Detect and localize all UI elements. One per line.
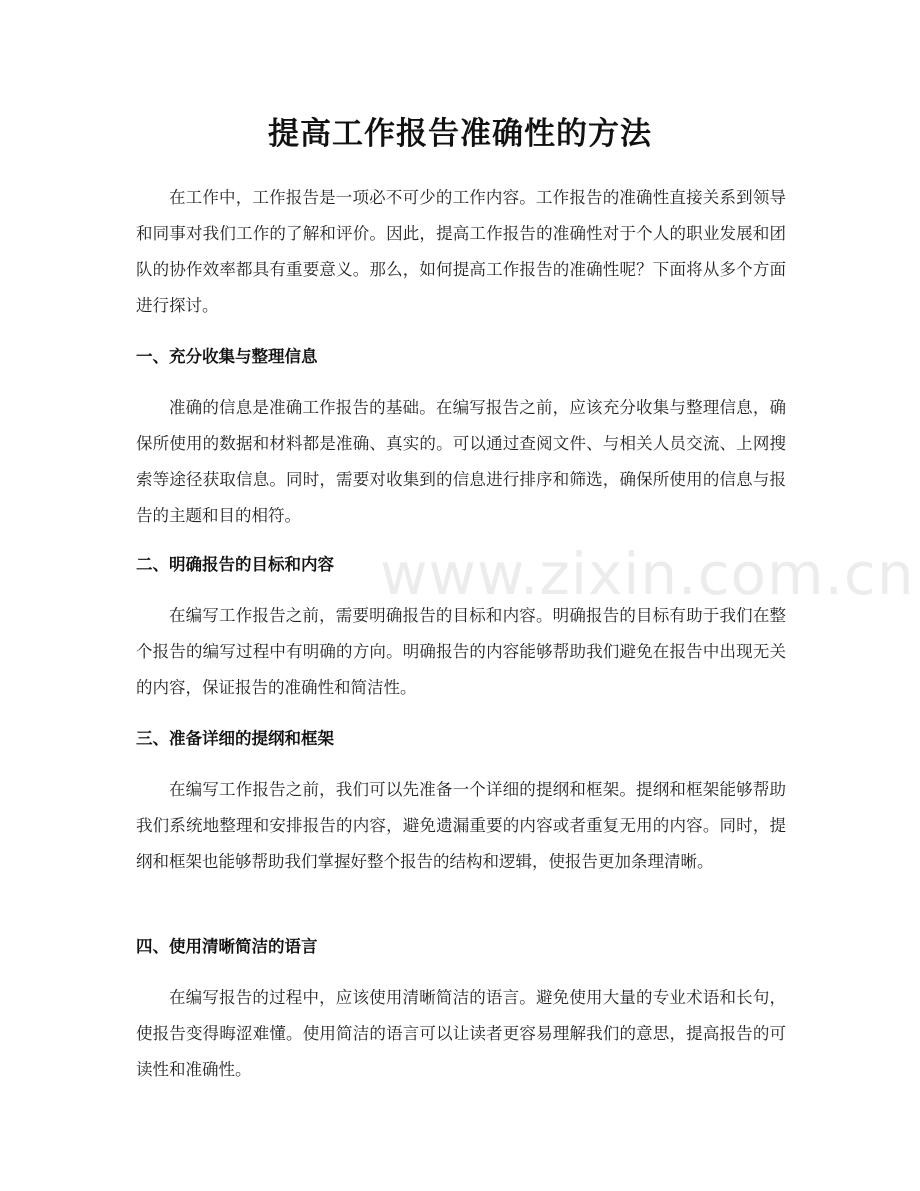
section-heading-1: 一、充分收集与整理信息 <box>136 347 318 366</box>
section-body-4: 在编写报告的过程中，应该使用清晰简洁的语言。避免使用大量的专业术语和长句，使报告变得晦涩难懂。使用简洁的语言可以让读者更容易理解我们的意思，提高报告的可读性和准确性。 <box>136 988 786 1079</box>
section-body-1: 准确的信息是准确工作报告的基础。在编写报告之前，应该充分收集与整理信息，确保所使用的数据和材料都是准确、真实的。可以通过查阅文件、与相关人员交流、上网搜索等途径获取信息。同时，需要对收集到的信息进行排序和筛选，确保所使用的信息与报告的主题和目的相符。 <box>136 398 786 525</box>
watermark-text: www.zixin.com.cn <box>380 540 915 608</box>
section-heading-2: 二、明确报告的目标和内容 <box>136 555 334 574</box>
intro-paragraph: 在工作中，工作报告是一项必不可少的工作内容。工作报告的准确性直接关系到领导和同事对我们工作的了解和评价。因此，提高工作报告的准确性对于个人的职业发展和团队的协作效率都具有重要意义。那么，如何提高工作报告的准确性呢？下面将从多个方面进行探讨。 <box>136 188 786 315</box>
section-heading-4: 四、使用清晰简洁的语言 <box>136 937 318 956</box>
section-body-3: 在编写工作报告之前，我们可以先准备一个详细的提纲和框架。提纲和框架能够帮助我们系统地整理和安排报告的内容，避免遗漏重要的内容或者重复无用的内容。同时，提纲和框架也能够帮助我们掌握好整个报告的结构和逻辑，使报告更加条理清晰。 <box>136 780 786 871</box>
section-body-2: 在编写工作报告之前，需要明确报告的目标和内容。明确报告的目标有助于我们在整个报告的编写过程中有明确的方向。明确报告的内容能够帮助我们避免在报告中出现无关的内容，保证报告的准确性和简洁性。 <box>136 606 786 697</box>
document-title: 提高工作报告准确性的方法 <box>268 116 652 152</box>
section-heading-3: 三、准备详细的提纲和框架 <box>136 729 334 748</box>
